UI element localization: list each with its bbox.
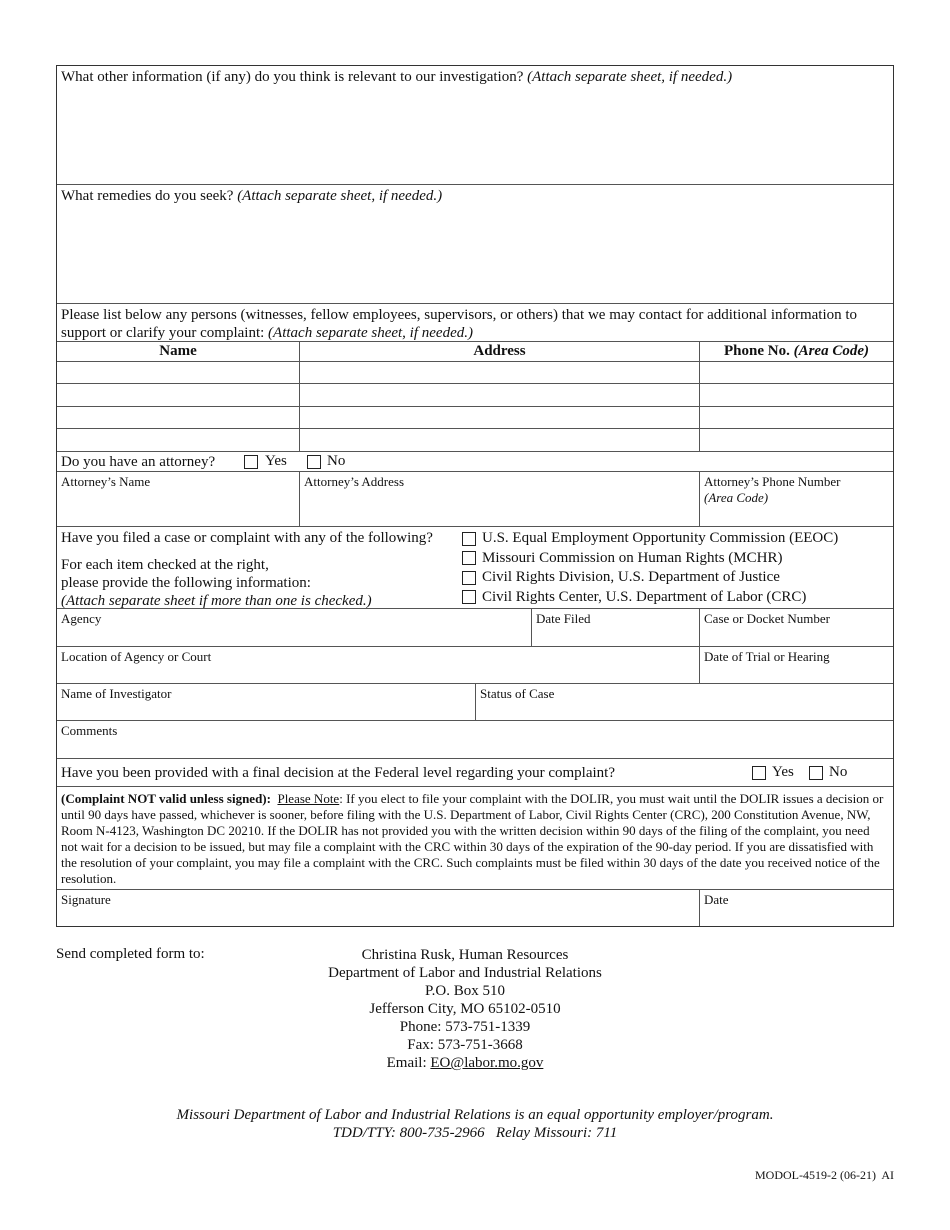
remedies-section[interactable] [57,185,893,304]
trial-date-label: Date of Trial or Hearing [704,649,830,664]
tdd-relay: TDD/TTY: 800-735-2966 Relay Missouri: 711 [332,1125,618,1141]
email-line: Email: EO@labor.mo.gov [386,1055,544,1071]
attorney-phone-label: Attorney’s Phone Number [704,474,841,489]
filed-options [462,529,838,607]
eeoc-option[interactable]: U.S. Equal Employment Opportunity Commission (EEOC) [462,529,838,549]
attorney-name-field[interactable] [57,472,300,526]
signature-date-field[interactable] [700,890,893,926]
attorney-yes-checkbox[interactable] [244,455,258,469]
investigator-row [57,684,893,721]
other-info-note: (Attach separate sheet, if needed.) [527,69,733,85]
person-address-field[interactable] [300,407,700,428]
date-filed-field[interactable] [532,609,700,646]
remedies-question: What remedies do you seek? [61,188,234,204]
comments-label: Comments [61,723,118,738]
date-filed-label: Date Filed [536,611,591,626]
persons-intro-text: Please list below any persons (witnesses, fellow employees, supervisors, or others) that we may contact for additional information to support or clarify your complaint: [61,307,858,341]
table-row [57,429,893,452]
final-no-checkbox[interactable] [809,766,823,780]
persons-table-header [57,342,893,362]
person-address-field[interactable] [300,429,700,451]
status-field[interactable] [476,684,893,720]
eeo-statement: Missouri Department of Labor and Industrial Relations is an equal opportunity employer/program. [176,1107,774,1123]
person-name-field[interactable] [57,362,300,383]
comments-row [57,721,893,759]
remedies-note: (Attach separate sheet, if needed.) [237,188,443,204]
agency-label: Agency [61,611,102,626]
final-yes-checkbox[interactable] [752,766,766,780]
address-line: Phone: 573-751-1339 [399,1019,531,1035]
person-phone-field[interactable] [700,362,893,383]
col-address: Address [300,342,700,361]
agency-row [57,609,893,647]
comments-field[interactable] [57,721,893,758]
case-number-field[interactable] [700,609,893,646]
person-name-field[interactable] [57,429,300,451]
filed-case-section [57,527,893,609]
status-label: Status of Case [480,686,555,701]
complaint-form [56,65,894,927]
signature-date-label: Date [704,892,729,907]
final-no-label: No [829,764,848,780]
investigator-label: Name of Investigator [61,686,172,701]
attorney-phone-field[interactable] [700,472,893,526]
address-line: Fax: 573-751-3668 [407,1037,523,1053]
crc-option[interactable]: Civil Rights Center, U.S. Department of Labor (CRC) [462,588,838,608]
please-note: Please Note [277,791,340,806]
location-row [57,647,893,684]
attorney-phone-note: (Area Code) [704,490,769,505]
address-line: Department of Labor and Industrial Relations [328,965,602,981]
crc-checkbox[interactable] [462,590,476,604]
person-phone-field[interactable] [700,407,893,428]
person-name-field[interactable] [57,384,300,406]
signature-label: Signature [61,892,111,907]
final-decision-question: Have you been provided with a final decision at the Federal level regarding your complaint? [61,765,615,781]
eeoc-checkbox[interactable] [462,532,476,546]
persons-intro-note: (Attach separate sheet, if needed.) [268,325,473,341]
doj-checkbox[interactable] [462,571,476,585]
attorney-name-label: Attorney’s Name [61,474,151,489]
persons-intro [57,304,893,342]
person-address-field[interactable] [300,384,700,406]
location-field[interactable] [57,647,700,683]
filed-question: Have you filed a case or complaint with any of the following? [61,530,433,546]
other-info-question: What other information (if any) do you think is relevant to our investigation? [61,69,524,85]
col-phone: Phone No. (Area Code) [724,343,869,359]
address-line: Jefferson City, MO 65102-0510 [369,1001,561,1017]
person-phone-field[interactable] [700,384,893,406]
notice-bold: (Complaint NOT valid unless signed): [61,791,271,806]
table-row [57,362,893,384]
other-info-section[interactable] [57,66,893,185]
case-number-label: Case or Docket Number [704,611,830,626]
person-phone-field[interactable] [700,429,893,451]
address-line: Christina Rusk, Human Resources [361,947,569,963]
col-name: Name [57,342,300,361]
attorney-address-label: Attorney’s Address [304,474,405,489]
attorney-no-label: No [327,453,346,469]
investigator-field[interactable] [57,684,476,720]
attorney-no-checkbox[interactable] [307,455,321,469]
trial-date-field[interactable] [700,647,893,683]
email-link[interactable]: EO@labor.mo.gov [430,1055,544,1071]
person-name-field[interactable] [57,407,300,428]
notice-text: : If you elect to file your complaint with the DOLIR, you must wait until the DOLIR issues a decision or until 90 days have passed, whichever is sooner, before filing with the U.S. Department of Labor, Civil Rights Center (CRC), 200 Constitution Avenue, NW, Room N-4123, Washington DC 20210. If the DOLIR has not provided you with the written decision within 90 days of the filing of the complaint, you need not wait for a decision to be issued, but may file a complaint with the CRC within 30 days of the expiration of the 90-day period. If you are dissatisfied with the resolution of your complaint, you may file a complaint with the CRC. Such complaints must be filed within 30 days of the date you received notice of the resolution. [61,791,884,886]
signature-row [57,890,893,926]
attorney-question: Do you have an attorney? [61,454,216,470]
person-address-field[interactable] [300,362,700,383]
mchr-option[interactable]: Missouri Commission on Human Rights (MCHR) [462,549,838,569]
form-number: MODOL-4519-2 (06-21) AI [755,1168,894,1182]
attorney-details-row [57,472,893,527]
eeo-footer [0,1106,950,1142]
notice-paragraph [57,787,893,890]
address-line: P.O. Box 510 [424,983,506,999]
attorney-address-field[interactable] [300,472,700,526]
final-decision-row [57,759,893,787]
location-label: Location of Agency or Court [61,649,212,664]
table-row [57,407,893,429]
send-label: Send completed form to: [56,946,205,962]
attorney-yes-label: Yes [265,453,287,469]
signature-field[interactable] [57,890,700,926]
mailing-address [300,946,630,1072]
doj-option[interactable]: Civil Rights Division, U.S. Department of Justice [462,568,838,588]
attorney-question-row [57,452,893,472]
filed-instructions: For each item checked at the right, please provide the following information: (Attach separate sheet if more than one is checked.) [61,557,372,609]
mchr-checkbox[interactable] [462,551,476,565]
table-row [57,384,893,407]
final-yes-label: Yes [772,764,794,780]
agency-field[interactable] [57,609,532,646]
